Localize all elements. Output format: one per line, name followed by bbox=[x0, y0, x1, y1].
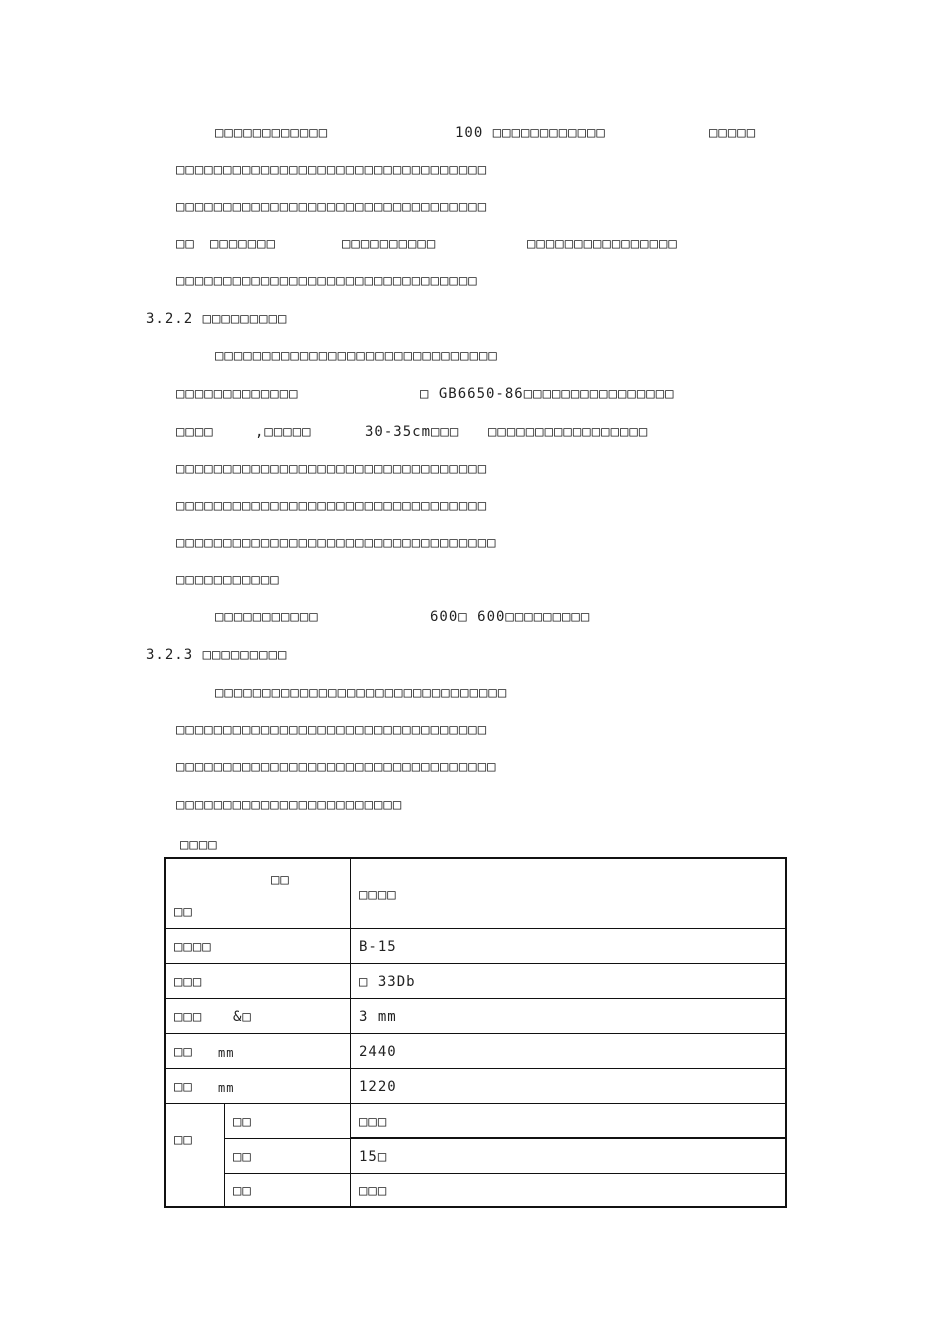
table-subrow-label-cell bbox=[225, 1139, 351, 1174]
s323-line3: □□□□□□□□□□□□□□□□□□□□□□□□□□□□□□□□□□ bbox=[176, 759, 497, 775]
row-unit: &□ bbox=[233, 1009, 252, 1025]
table-subrow-value-cell bbox=[351, 1104, 785, 1139]
table-row-label-cell bbox=[166, 1069, 351, 1104]
table-subrow-value-cell bbox=[351, 1139, 785, 1174]
s323-line2: □□□□□□□□□□□□□□□□□□□□□□□□□□□□□□□□□ bbox=[176, 722, 488, 738]
s322-line1: □□□□□□□□□□□□□□□□□□□□□□□□□□□□□□ bbox=[215, 348, 498, 364]
row-value: 2440 bbox=[359, 1044, 397, 1060]
s322-line4: □□□□□□□□□□□□□□□□□□□□□□□□□□□□□□□□□ bbox=[176, 461, 488, 477]
table-row-value-cell bbox=[351, 999, 785, 1034]
s322-line3-a: □□□□ bbox=[176, 424, 214, 440]
table-row-value-cell bbox=[351, 929, 785, 964]
section-322-heading: 3.2.2 □□□□□□□□□ bbox=[146, 311, 288, 327]
header-corner-bottom: □□ bbox=[174, 904, 193, 920]
s322-line3-d: □□□□□□□□□□□□□□□□□ bbox=[488, 424, 649, 440]
table-row-label-cell bbox=[166, 1034, 351, 1069]
p1-line3: □□□□□□□□□□□□□□□□□□□□□□□□□□□□□□□□□ bbox=[176, 199, 488, 215]
table-row-label-cell bbox=[166, 999, 351, 1034]
table-row-value-cell bbox=[351, 1034, 785, 1069]
s322-line3-c: 30-35cm□□□ bbox=[365, 424, 460, 440]
p1-line2: □□□□□□□□□□□□□□□□□□□□□□□□□□□□□□□□□ bbox=[176, 162, 488, 178]
header-value: □□□□ bbox=[359, 887, 397, 903]
row-value: 3 mm bbox=[359, 1009, 397, 1025]
row-unit: mm bbox=[218, 1046, 235, 1060]
section-323-heading: 3.2.3 □□□□□□□□□ bbox=[146, 647, 288, 663]
p1-line1-c: □□□□□ bbox=[709, 125, 757, 141]
table-group-label-cell bbox=[166, 1104, 225, 1206]
row-unit: mm bbox=[218, 1081, 235, 1095]
row-value: B-15 bbox=[359, 939, 397, 955]
header-corner-top: □□ bbox=[271, 872, 290, 888]
table-row-label-cell bbox=[166, 929, 351, 964]
table-caption: □□□□ bbox=[180, 837, 218, 853]
table-subrow-value-cell bbox=[351, 1174, 785, 1206]
s322-line8-b: 600□ 600□□□□□□□□□ bbox=[430, 609, 591, 625]
subrow-value: □□□ bbox=[359, 1183, 388, 1199]
row-label: □□□ bbox=[174, 974, 203, 990]
s322-line8-a: □□□□□□□□□□□ bbox=[215, 609, 319, 625]
subrow-label: □□ bbox=[233, 1149, 252, 1165]
s323-line4: □□□□□□□□□□□□□□□□□□□□□□□□ bbox=[176, 797, 403, 813]
row-label: □□□□ bbox=[174, 939, 212, 955]
subrow-value: □□□ bbox=[359, 1114, 388, 1130]
s322-line2-b: □ GB6650-86□□□□□□□□□□□□□□□□ bbox=[420, 386, 675, 402]
row-label: □□ bbox=[174, 1079, 193, 1095]
subrow-label: □□ bbox=[233, 1114, 252, 1130]
table-row-value-cell bbox=[351, 964, 785, 999]
table-subrow-label-cell bbox=[225, 1104, 351, 1139]
table-row-value-cell bbox=[351, 1069, 785, 1104]
s322-line6: □□□□□□□□□□□□□□□□□□□□□□□□□□□□□□□□□□ bbox=[176, 535, 497, 551]
row-label: □□□ bbox=[174, 1009, 203, 1025]
s322-line5: □□□□□□□□□□□□□□□□□□□□□□□□□□□□□□□□□ bbox=[176, 498, 488, 514]
row-value: 1220 bbox=[359, 1079, 397, 1095]
s322-line2-a: □□□□□□□□□□□□□ bbox=[176, 386, 299, 402]
p1-line1-a: □□□□□□□□□□□□ bbox=[215, 125, 329, 141]
subrow-value: 15□ bbox=[359, 1149, 388, 1165]
p1-line4-d: □□□□□□□□□□□□□□□□ bbox=[527, 236, 678, 252]
table-header-corner-cell bbox=[166, 859, 351, 929]
p1-line5: □□□□□□□□□□□□□□□□□□□□□□□□□□□□□□□□ bbox=[176, 273, 478, 289]
row-value: □ 33Db bbox=[359, 974, 416, 990]
s323-line1: □□□□□□□□□□□□□□□□□□□□□□□□□□□□□□□ bbox=[215, 685, 508, 701]
group-label: □□ bbox=[174, 1132, 193, 1148]
p1-line4-b: □□□□□□□ bbox=[210, 236, 277, 252]
table-subrow-label-cell bbox=[225, 1174, 351, 1206]
table-row-label-cell bbox=[166, 964, 351, 999]
p1-line1-b: 100 □□□□□□□□□□□□ bbox=[455, 125, 606, 141]
table-header-value-cell bbox=[351, 859, 785, 929]
p1-line4-c: □□□□□□□□□□ bbox=[342, 236, 437, 252]
row-label: □□ bbox=[174, 1044, 193, 1060]
spec-table bbox=[164, 857, 787, 1208]
p1-line4-a: □□ bbox=[176, 236, 195, 252]
s322-line3-b: ,□□□□□ bbox=[255, 424, 312, 440]
s322-line7: □□□□□□□□□□□ bbox=[176, 572, 280, 588]
subrow-label: □□ bbox=[233, 1183, 252, 1199]
